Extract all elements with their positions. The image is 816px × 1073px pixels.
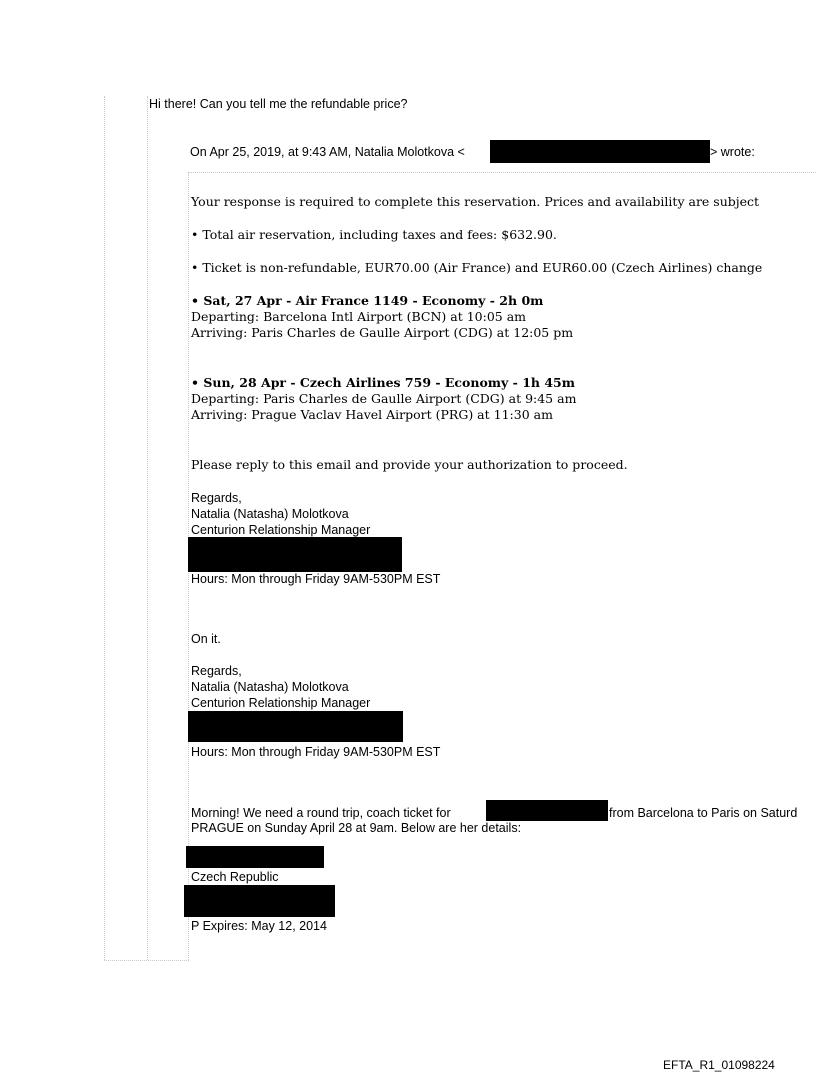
quote-header <box>190 145 465 160</box>
redaction-block <box>486 800 608 821</box>
flight-2-departing: Departing: Paris Charles de Gaulle Airport (CDG) at 9:45 am <box>191 391 577 406</box>
redaction-block <box>184 885 335 917</box>
signature-2-regards: Regards, <box>191 664 242 678</box>
flight-1-arriving: Arriving: Paris Charles de Gaulle Airport (CDG) at 12:05 pm <box>191 325 574 340</box>
reply-request: Please reply to this email and provide your authorization to proceed. <box>191 457 628 472</box>
quote-header-suffix: > wrote: <box>710 145 755 159</box>
signature-1-regards: Regards, <box>191 491 242 505</box>
flight-1-departing: Departing: Barcelona Intl Airport (BCN) at 10:05 am <box>191 309 526 324</box>
bullet-total: • Total air reservation, including taxes and fees: $632.90. <box>191 227 557 242</box>
signature-2-name: Natalia (Natasha) Molotkova <box>191 680 349 694</box>
reply-message: Hi there! Can you tell me the refundable price? <box>149 97 408 111</box>
bullet-ticket: • Ticket is non-refundable, EUR70.00 (Air France) and EUR60.00 (Czech Airlines) change <box>191 260 763 275</box>
redaction-block <box>188 711 403 742</box>
flight-1-heading: • Sat, 27 Apr - Air France 1149 - Economy - 2h 0m <box>191 293 544 308</box>
on-it-message: On it. <box>191 632 221 646</box>
redaction-block <box>188 537 402 572</box>
signature-2-hours: Hours: Mon through Friday 9AM-530PM EST <box>191 745 441 759</box>
request-line-1-prefix: Morning! We need a round trip, coach ticket for <box>191 806 451 820</box>
quote-top-border <box>188 172 816 173</box>
flight-2-arriving: Arriving: Prague Vaclav Havel Airport (PRG) at 11:30 am <box>191 407 553 422</box>
quote-header-prefix: On Apr 25, 2019, at 9:43 AM, Natalia Molotkova < <box>190 145 465 159</box>
redaction-block <box>186 846 324 868</box>
passenger-country: Czech Republic <box>191 870 279 884</box>
request-line-2: PRAGUE on Sunday April 28 at 9am. Below are her details: <box>191 821 522 835</box>
flight-2-heading: • Sun, 28 Apr - Czech Airlines 759 - Economy - 1h 45m <box>191 375 575 390</box>
redaction-block <box>490 140 710 163</box>
signature-1-name: Natalia (Natasha) Molotkova <box>191 507 349 521</box>
signature-2-title: Centurion Relationship Manager <box>191 696 371 710</box>
middle-quote-border <box>147 96 148 960</box>
signature-1-hours: Hours: Mon through Friday 9AM-530PM EST <box>191 572 441 586</box>
reservation-intro: Your response is required to complete this reservation. Prices and availability are subject <box>191 194 760 209</box>
quote-bottom-border <box>104 960 189 961</box>
signature-1-title: Centurion Relationship Manager <box>191 523 371 537</box>
outer-quote-border <box>104 96 105 960</box>
document-id: EFTA_R1_01098224 <box>663 1058 775 1072</box>
passport-expiry: P Expires: May 12, 2014 <box>191 919 327 933</box>
request-line-1-suffix: from Barcelona to Paris on Saturd <box>609 806 798 820</box>
